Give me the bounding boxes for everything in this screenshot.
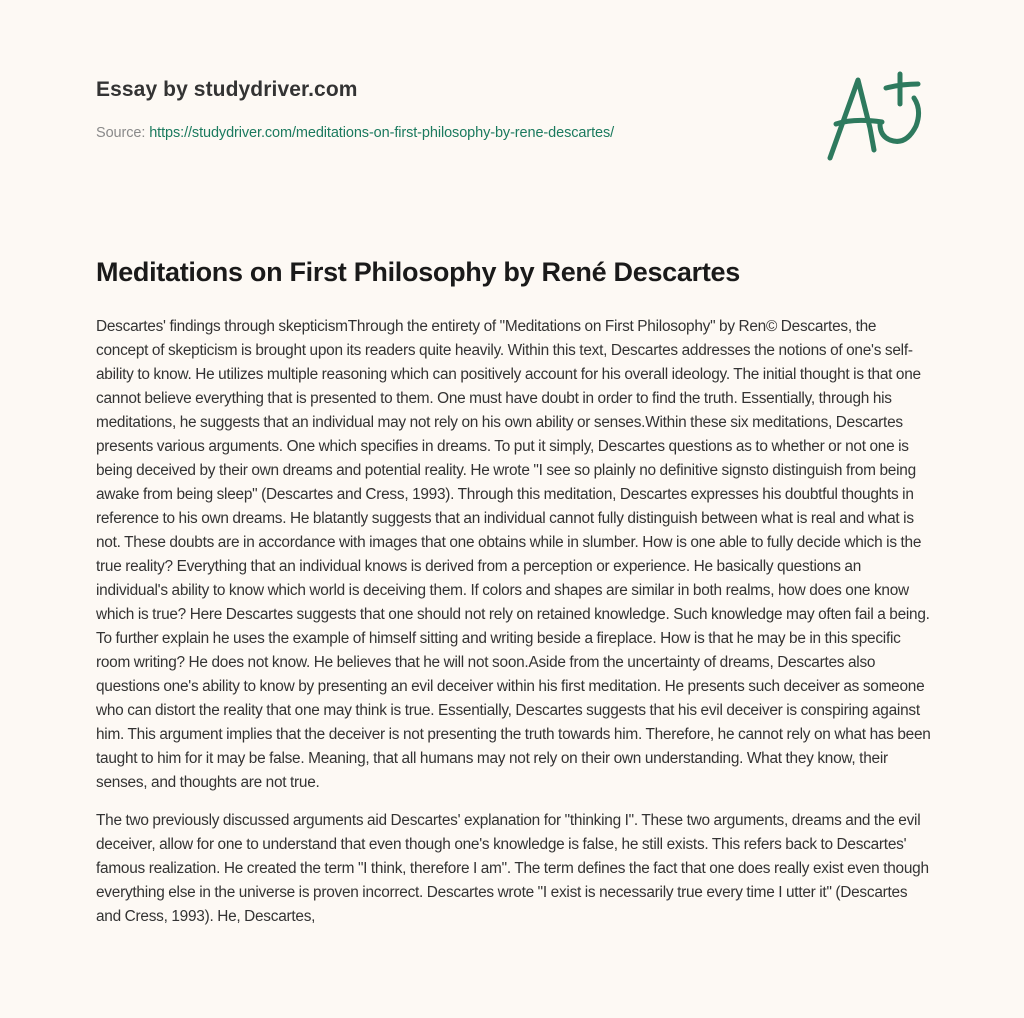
source-link[interactable]: https://studydriver.com/meditations-on-first-philosophy-by-rene-descartes/ [149, 125, 615, 141]
site-brand: Essay by studydriver.com [96, 78, 358, 101]
essay-header [96, 76, 796, 143]
source-label: Source: [96, 125, 150, 141]
paragraph: The two previously discussed arguments aid Descartes' explanation for "thinking I". These two arguments, dreams and the evil deceiver, allow for one to understand that even though one's knowledge is false, he still exists. This refers back to Descartes' famous realization. He created the term "I think, therefore I am". The term defines the fact that one does really exist even though everything else in the universe is proven incorrect. Descartes wrote "I exist is necessarily true every time I utter it" (Descartes and Cress, 1993). He, Descartes, [96, 812, 929, 925]
source-line [96, 123, 796, 143]
article-body [96, 315, 932, 943]
paragraph: Descartes' findings through skepticismThrough the entirety of "Meditations on First Philosophy" by Ren© Descartes, the concept of skepticism is brought upon its readers quite heavily. Within this text, Descartes addresses the notions of one's self-ability to know. He utilizes multiple reasoning which can positively account for his overall ideology. The initial thought is that one cannot believe everything that is presented to them. One must have doubt in order to find the truth. Essentially, through his meditations, he suggests that an individual may not rely on his own ability or senses.Within these six meditations, Descartes presents various arguments. One which specifies in dreams. To put it simply, Descartes questions as to whether or not one is being deceived by their own dreams and potential reality. He wrote "I see so plainly no definitive signsto distinguish from being awake from being sleep" (Descartes and Cress, 1993). Through this meditation, Descartes expresses his doubtful thoughts in reference to his own dreams. He blatantly suggests that an individual cannot fully distinguish between what is real and what is not. These doubts are in accordance with images that one obtains while in slumber. How is one able to fully decide which is the true reality? Everything that an individual knows is derived from a perception or experience. He basically questions an individual's ability to know which world is deceiving them. If colors and shapes are similar in both realms, how does one know which is true? Here Descartes suggests that one should not rely on retained knowledge. Such knowledge may often fail a being. To further explain he uses the example of himself sitting and writing beside a fireplace. How is that he may be in this specific room writing? He does not know. He believes that he will not soon.Aside from the uncertainty of dreams, Descartes also questions one's ability to know by presenting an evil deceiver within his first meditation. He presents such deceiver as someone who can distort the reality that one may think is true. Essentially, Descartes suggests that his evil deceiver is conspiring against him. This argument implies that the deceiver is not presenting the truth towards him. Therefore, he cannot rely on what has been taught to him for it may be false. Meaning, that all humans may not rely on their own understanding. What they know, their senses, and thoughts are not true. [96, 318, 931, 791]
article-title: Meditations on First Philosophy by René Descartes [96, 257, 740, 287]
a-plus-grade-icon [820, 66, 930, 166]
